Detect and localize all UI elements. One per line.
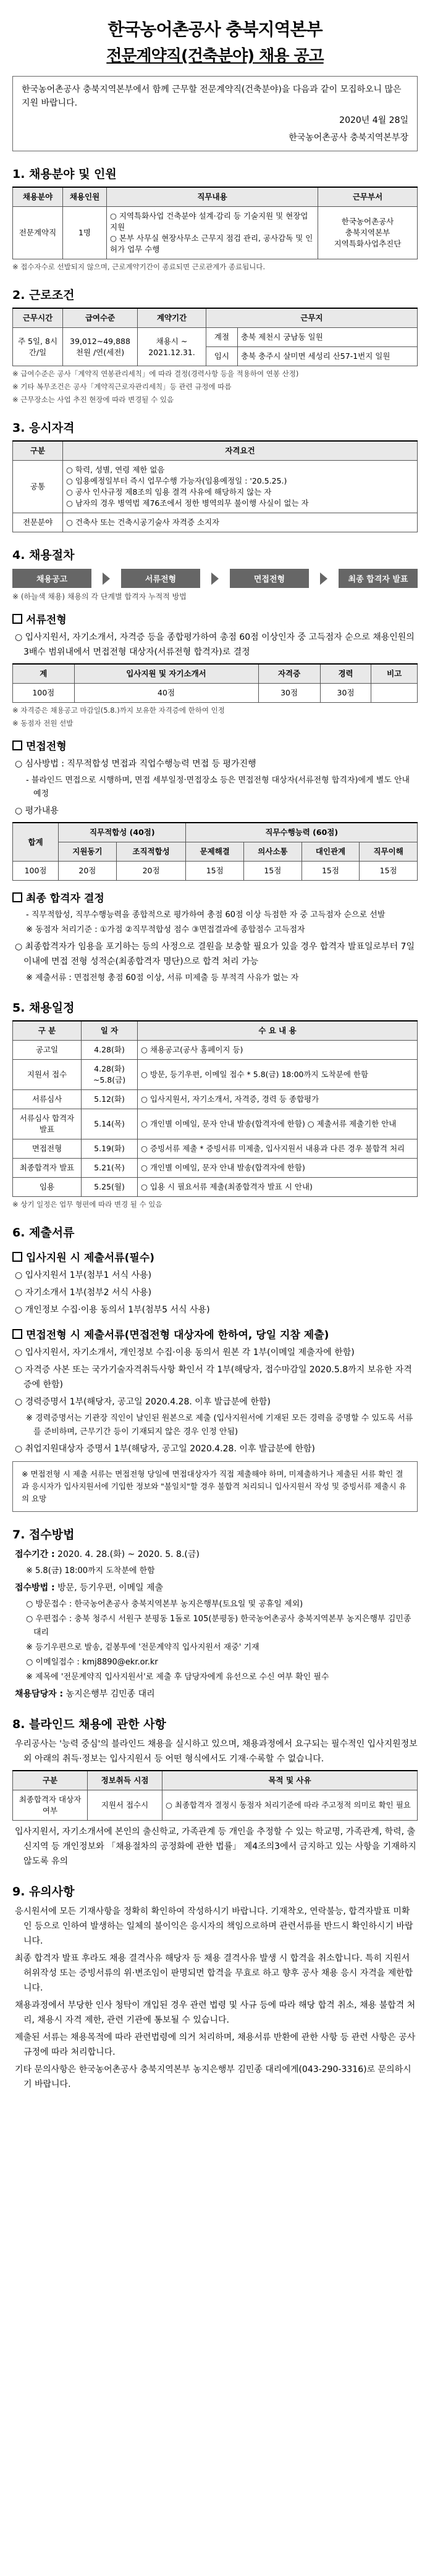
paragraph: 응시원서에 모든 기재사항을 정확히 확인하여 작성하시기 바랍니다. 기재착오, 연락불능, 합격자발표 미확인 등으로 인하여 발생하는 일체의 불이익은 응시자의 책임으로하며 관련서류를 반드시 확인하시기 바랍니다. [15,1907,413,1946]
section-title-documents: 6. 제출서류 [12,1226,75,1240]
table-cell: 30점 [258,684,320,703]
paragraph: ※ 동점자 처리기준 : ①가점 ②직무적합성 점수 ③면접결과에 종합점수 고득점자 [26,925,305,934]
paragraph: ※ 경력증명서는 기관장 직인이 날인된 원본으로 제출 (입사지원서에 기재된 모든 경력을 증명할 수 있도록 서류를 준비하며, 근무기간 등이 기재되지 않은 경우 인정 안됨) [26,1414,413,1437]
table-cell: 40점 [74,684,258,703]
table-header: 구분 [13,441,63,461]
list-item: ○ 남자의 경우 병역법 제76조에서 정한 병역의무 불이행 사실이 없는 자 [66,498,309,508]
schedule-table [12,1020,418,1197]
subsection-interview [12,737,418,753]
checkbox-square-icon [12,740,22,750]
table-cell: 면접전형 [13,1139,82,1159]
subsection-final [12,889,418,905]
table-cell: 5.12(화) [82,1090,138,1109]
table-header: 급여수준 [63,308,138,328]
paragraph [12,1580,418,1595]
table-cell: ○ 개인별 이메일, 문자 안내 발송(합격자에 한함) ○ 제출서류 제출기한 안내 [138,1109,418,1139]
table-cell: 5.21(목) [82,1159,138,1178]
checkbox-square-icon [12,614,22,624]
value: 방문, 등기우편, 이메일 제출 [57,1583,164,1593]
paragraph: ○ 평가내용 [15,806,59,816]
paragraph: 최종 합격자 발표 후라도 채용 결격사유 해당자 등 채용 결격사유 발생 시 합격을 취소합니다. 특히 지원서 허위작성 또는 증빙서류의 위·변조임이 판명되면 합격을 무효로 하고 향후 공사 채용 응시 자격을 제한합니다. [15,1953,413,1993]
table-cell: 지원서 접수시 [88,1790,162,1821]
table-cell: 20점 [59,862,117,881]
table-cell: 채용시 ~ 2021.12.31. [138,328,206,366]
flow-step: 채용공고 [12,569,91,588]
note: ※ 근무장소는 사업 추진 현장에 따라 변경될 수 있음 [12,395,174,404]
note: ※ 급여수준은 공사「계약직 연봉관리세칙」에 따라 결정(경력사항 등을 적용하여 연봉 산정) [12,369,299,378]
table-header: 직무적합성 (40점) [59,823,186,842]
table-cell: 계절 [206,328,238,347]
note: ※ 상기 일정은 업무 형편에 따라 변경 될 수 있음 [12,1200,162,1209]
interview-score-table [12,822,418,881]
table-cell: 전문계약직 [13,207,63,259]
table-cell: 공통 [13,461,63,513]
paragraph: ○ 입사지원서 1부(첨부1 서식 사용) [15,1270,152,1280]
table-cell: ○ 채용공고(공사 홈페이지 등) [138,1041,418,1060]
paragraph: 우리공사는 '능력 중심'의 블라인드 채용을 실시하고 있으며, 채용과정에서 요구되는 필수적인 입사지원정보 외 아래의 취득·정보는 입사지원서 등 어떤 형식에서도 기재·수록할 수 없습니다. [15,1739,418,1764]
paragraph: ○ 자기소개서 1부(첨부2 서식 사용) [15,1288,152,1298]
table-cell: 공고일 [13,1041,82,1060]
table-cell: 임용 [13,1178,82,1197]
subsection-title: 서류전형 [26,614,67,626]
conditions-table [12,308,418,366]
table-header: 구분 [13,1771,88,1790]
paragraph: ○ 입사지원서, 자기소개서, 자격증 등을 종합평가하여 총점 60점 이상인자 중 고득점자 순으로 채용인원의 3배수 범위내에서 면접전형 대상자(서류전형 합격자)로 결정 [15,632,415,657]
note: ※ 기타 복무조건은 공사「계약직근로자관리세칙」등 관련 규정에 따름 [12,382,232,391]
paragraph: ○ 취업지원대상자 증명서 1부(해당자, 공고일 2020.4.28. 이후 발급분에 한함) [15,1444,315,1454]
section-title-application: 7. 접수방법 [12,1528,75,1542]
table-header: 조직적합성 [116,842,186,862]
table-header: 직무수행능력 (60점) [186,823,418,842]
subsection-title: 입사지원 시 제출서류(필수) [26,1252,155,1264]
table-header: 계약기간 [138,308,206,328]
table-cell: 39,012~49,888천원 /연(세전) [63,328,138,366]
value: 2020. 4. 28.(화) ~ 2020. 5. 8.(금) [57,1550,200,1559]
table-header: 채용분야 [13,187,63,207]
checkbox-square-icon [12,1329,22,1339]
table-header: 직무내용 [107,187,318,207]
paragraph: 제출된 서류는 채용목적에 따라 관련법령에 의거 처리하며, 채용서류 반환에 관한 사항 등 관련 사항은 공사 규정에 따라 처리합니다. [15,2033,416,2057]
table-cell: 30점 [320,684,371,703]
notice-date: 2020년 4월 28일 [339,115,408,125]
table-cell: 15점 [186,862,244,881]
intro-text: 한국농어촌공사 충북지역본부에서 함께 근무할 전문계약직(건축분야)을 다음과 같이 모집하오니 많은 지원 바랍니다. [22,85,402,108]
subsection-docs-required [12,1249,418,1264]
positions-table [12,187,418,259]
table-cell: ○ 입용 시 필요서류 제출(최종합격자 발표 시 안내) [138,1178,418,1197]
notice-org: 한국농어촌공사 충북지역본부장 [289,133,408,143]
paragraph: ※ 제출서류 : 면접전형 총점 60점 이상, 서류 미제출 등 부적격 사유가 없는 자 [26,973,299,983]
table-cell: 서류심사 합격자 발표 [13,1109,82,1139]
flow-step: 최종 합격자 발표 [339,569,418,588]
table-header: 수 요 내 용 [138,1021,418,1041]
doc-score-table [12,663,418,703]
table-cell: 임시 [206,347,238,366]
paragraph: ※ 등기우편으로 발송, 겉봉투에 '전문계약직 입사지원서 재중' 기재 [26,1643,259,1652]
paragraph: ○ 이메일접수 : kmj8890@ekr.or.kr [26,1658,158,1667]
table-header: 일 자 [82,1021,138,1041]
arrow-right-icon [320,573,327,585]
paragraph: 기타 문의사항은 한국농어촌공사 충북지역본부 농지은행부 김민종 대리에게(043-290-3316)로 문의하시기 바랍니다. [15,2065,411,2089]
checkbox-square-icon [12,1252,22,1262]
section-title-schedule: 5. 채용일정 [12,1001,75,1015]
intro-box [12,76,418,151]
table-cell: 15점 [360,862,418,881]
table-cell: 충북 제천시 궁남동 일원 [238,328,418,347]
table-cell: 5.14(목) [82,1109,138,1139]
paragraph: ○ 최종합격자가 임용을 포기하는 등의 사정으로 결원을 보충할 필요가 있을 경우 합격자 발표일로부터 7일 이내에 면접 전형 성적순(최종합격자 명단)으로 합격 처리 가능 [15,942,415,967]
table-cell: ○ 방문, 등기우편, 이메일 접수 * 5.8(금) 18:00까지 도착분에 한함 [138,1060,418,1090]
process-flow [12,569,418,588]
table-cell: 100점 [13,862,59,881]
section-title-positions: 1. 채용분야 및 인원 [12,167,117,181]
section-title-blind: 8. 블라인드 채용에 관한 사항 [12,1718,166,1731]
table-cell [318,207,418,259]
arrow-right-icon [211,573,219,585]
paragraph: ○ 심사방법 : 직무적합성 면접과 직업수행능력 면접 등 평가진행 [15,759,256,769]
table-cell: 4.28(화) ~5.8(금) [82,1060,138,1090]
interview-docs-note: ※ 면접전형 시 제출 서류는 면접전형 당일에 면접대상자가 직접 제출해야 하며, 미제출하거나 제출된 서류 확인 결과 응시자가 입사지원서에 기입한 정보와 "불일치"할 경우 불합격 처리되니 입사지원서 작성 및 증빙서류 제출시 유의 요망 [12,1461,418,1512]
table-header: 의사소통 [244,842,302,862]
table-header: 지원동기 [59,842,117,862]
table-header: 문제해결 [186,842,244,862]
table-header: 정보취득 시점 [88,1771,162,1790]
list-item: ○ 임용예정일부터 즉시 업무수행 가능자(임용예정일 : '20.5.25.) [66,476,287,485]
table-cell: 최종합격자 발표 [13,1159,82,1178]
duty-item: ○ 본부 사무실 현장사무소 근무지 점검 관리, 공사감독 및 인허가 업무 수행 [110,233,313,254]
table-cell: 지원서 접수 [13,1060,82,1090]
table-cell: 최종합격자 대상자 여부 [13,1790,88,1821]
table-cell [107,207,318,259]
table-cell [63,513,418,532]
table-cell [371,684,418,703]
table-cell: 20점 [116,862,186,881]
table-cell: 1명 [63,207,107,259]
subsection-doc-screen [12,611,418,626]
table-cell: 15점 [301,862,360,881]
paragraph: ○ 경력증명서 1부(해당자, 공고일 2020.4.28. 이후 발급분에 한함) [15,1397,271,1407]
table-header: 채용인원 [63,187,107,207]
dept-line: 지역특화사업추진단 [334,239,402,248]
blind-table [12,1770,418,1821]
list-item: ○ 건축사 또는 건축시공기술사 자격증 소지자 [66,518,220,527]
duty-item: ○ 지역특화사업 건축분야 설계·감리 등 기술지원 및 현장업 지원 [110,211,308,232]
paragraph: ○ 입사지원서, 자기소개서, 개인정보 수집·이용 동의서 원본 각 1부(이메일 제출자에 한함) [15,1348,355,1357]
paragraph: 입사지원서, 자기소개서에 본인의 출신학교, 가족관계 등 개인을 추정할 수 있는 학교명, 가족관계, 학력, 출신지역 등 개인정보와 「채용절차의 공정화에 관한 법률」 제4조의3에서 금지하고 있는 사항을 기재하지 않도록 유의 [15,1827,416,1866]
note: ※ 자격증은 채용공고 마감일(5.8.)까지 보유한 자격증에 한하여 인정 [12,706,225,715]
dept-line: 한국농어촌공사 [341,217,394,226]
table-header: 목적 및 사유 [162,1771,418,1790]
table-header: 근무지 [206,308,418,328]
section-title-conditions: 2. 근로조건 [12,288,75,302]
table-cell: ○ 최종합격자 결정시 동점자 처리기준에 따라 주고정적 의미로 확인 필요 [162,1790,418,1821]
paragraph: ○ 우편접수 : 충북 청주시 서원구 분평동 1돌로 105(분평동) 한국농어촌공사 충북지역본부 농지은행부 김민종 대리 [26,1614,411,1637]
paragraph: ※ 5.8(금) 18:00까지 도착분에 한함 [26,1566,155,1575]
table-cell: 서류심사 [13,1090,82,1109]
table-header: 입사지원 및 자기소개서 [74,664,258,684]
table-header: 계 [13,664,75,684]
paragraph [12,1687,418,1701]
label: 접수기간 : [15,1550,55,1559]
label: 채용담당자 : [15,1689,64,1699]
table-cell: 5.19(화) [82,1139,138,1159]
table-header: 근무부서 [318,187,418,207]
table-cell: 주 5일, 8시간/일 [13,328,63,366]
table-cell: 4.28(화) [82,1041,138,1060]
table-header: 경력 [320,664,371,684]
paragraph: ○ 방문접수 : 한국농어촌공사 충북지역본부 농지은행부(토요일 및 공휴일 제외) [26,1600,303,1609]
flow-step: 면접전형 [230,569,309,588]
table-cell: 5.25(월) [82,1178,138,1197]
table-cell: 충북 충주시 살미면 세성리 산57-1번지 일원 [238,347,418,366]
dept-line: 충북지역본부 [345,228,390,237]
paragraph: - 블라인드 면접으로 시행하며, 면접 세부일정·면접장소 등은 면접전형 대상자(서류전형 합격자)에게 별도 안내 예정 [26,776,410,799]
table-header: 직무이해 [360,842,418,862]
flow-legend: ※ (하늘색 채용) 채용의 각 단계별 합격자 누적적 방법 [12,592,187,601]
table-header: 대인관계 [301,842,360,862]
subsection-title: 면접전형 [26,740,67,753]
subsection-title: 면접전형 시 제출서류(면접전형 대상자에 한하여, 당일 지참 제출) [26,1329,329,1341]
qualifications-table [12,440,418,532]
subsection-docs-interview [12,1326,418,1341]
paragraph: ○ 개인정보 수집·이용 동의서 1부(첨부5 서식 사용) [15,1305,210,1315]
page-title-org: 한국농어촌공사 충북지역본부 [108,19,322,40]
paragraph: - 직무적합성, 직무수행능력을 종합적으로 평가하여 총점 60점 이상 득점한 자 중 고득점자 순으로 선발 [26,910,386,920]
list-item: ○ 학력, 성별, 연령 제한 없음 [66,465,165,474]
checkbox-square-icon [12,892,22,902]
table-cell: ○ 입사지원서, 자기소개서, 자격증, 경력 등 종합평가 [138,1090,418,1109]
page-title: 전문계약직(건축분야) 채용 공고 [106,47,324,65]
table-cell: ○ 개인별 이메일, 문자 안내 발송(합격자에 한함) [138,1159,418,1178]
subsection-title: 최종 합격자 결정 [26,892,104,905]
table-cell [63,461,418,513]
table-header: 구 분 [13,1021,82,1041]
flow-step: 서류전형 [121,569,200,588]
section-title-process: 4. 채용절차 [12,548,75,562]
arrow-right-icon [103,573,110,585]
list-item: ○ 공사 인사규정 제8조의 임용 결격 사유에 해당하지 않는 자 [66,487,272,497]
table-cell: 100점 [13,684,75,703]
section-title-qualifications: 3. 응시자격 [12,421,75,435]
table-header: 자격증 [258,664,320,684]
section-title-cautions: 9. 유의사항 [12,1885,75,1898]
note: ※ 동점자 전원 선발 [12,719,74,728]
value: 농지은행부 김민종 대리 [65,1689,155,1699]
paragraph: ○ 자격증 사본 또는 국가기술자격취득사항 확인서 각 1부(해당자, 접수마감일 2020.5.8까지 보유한 자격증에 한함) [15,1365,412,1390]
table-cell: 15점 [244,862,302,881]
note: ※ 접수자수로 선발되지 않으며, 근로계약기간이 종료되면 근로관계가 종료됩니다. [12,262,266,271]
paragraph: ※ 제목에 '전문계약직 입사지원서'로 제출 후 담당자에게 유선으로 수신 여부 확인 필수 [26,1672,329,1682]
table-cell: ○ 증빙서류 제출 * 증빙서류 미제출, 입사지원서 내용과 다른 경우 불합격 처리 [138,1139,418,1159]
table-header: 합계 [13,823,59,862]
table-header: 자격요건 [63,441,418,461]
paragraph [12,1547,418,1562]
table-header: 비고 [371,664,418,684]
table-header: 근무시간 [13,308,63,328]
table-cell: 전문분야 [13,513,63,532]
paragraph: 채용과정에서 부당한 인사 청탁이 개입된 경우 관련 법령 및 사규 등에 따라 해당 합격 취소, 채용 불합격 처리, 채용시 자격 제한, 관련 기관에 통보될 수 있습니다. [15,2000,416,2025]
label: 접수방법 : [15,1583,55,1593]
